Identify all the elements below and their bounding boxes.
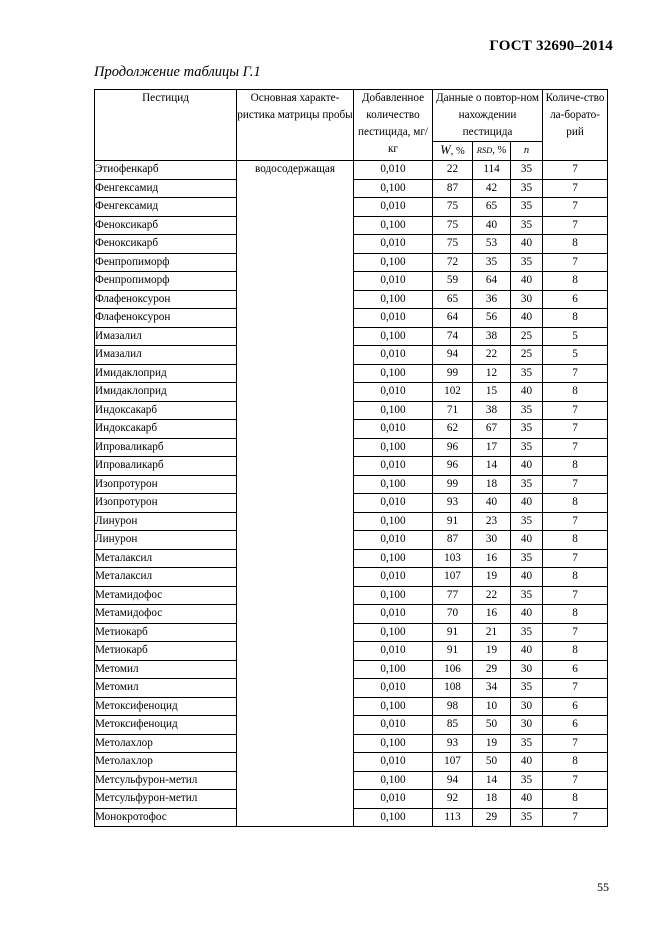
cell-labs: 7: [543, 401, 608, 420]
cell-n: 35: [511, 438, 543, 457]
cell-labs: 8: [543, 605, 608, 624]
cell-n: 40: [511, 383, 543, 402]
cell-n: 35: [511, 679, 543, 698]
cell-w: 113: [433, 808, 473, 827]
cell-n: 35: [511, 808, 543, 827]
cell-w: 64: [433, 309, 473, 328]
cell-pesticide-name: Имидаклоприд: [95, 364, 237, 383]
cell-pesticide-name: Метоксифеноцид: [95, 697, 237, 716]
cell-added-amount: 0,010: [354, 161, 433, 180]
cell-rsd: 38: [473, 401, 511, 420]
cell-rsd: 30: [473, 531, 511, 550]
cell-labs: 7: [543, 198, 608, 217]
cell-rsd: 23: [473, 512, 511, 531]
table-header-row: [95, 90, 608, 142]
col-header-w: [433, 142, 473, 161]
cell-pesticide-name: Феноксикарб: [95, 216, 237, 235]
cell-rsd: 15: [473, 383, 511, 402]
cell-pesticide-name: Флафеноксурон: [95, 290, 237, 309]
cell-labs: 7: [543, 161, 608, 180]
cell-added-amount: 0,010: [354, 642, 433, 661]
cell-w: 62: [433, 420, 473, 439]
cell-n: 25: [511, 346, 543, 365]
cell-added-amount: 0,010: [354, 716, 433, 735]
cell-rsd: 14: [473, 771, 511, 790]
cell-w: 59: [433, 272, 473, 291]
cell-labs: 7: [543, 216, 608, 235]
cell-w: 70: [433, 605, 473, 624]
cell-matrix-characteristic: водосодержащая: [237, 161, 354, 827]
cell-w: 85: [433, 716, 473, 735]
cell-rsd: 10: [473, 697, 511, 716]
cell-rsd: 29: [473, 808, 511, 827]
cell-pesticide-name: Метсульфурон-метил: [95, 790, 237, 809]
cell-rsd: 12: [473, 364, 511, 383]
cell-added-amount: 0,100: [354, 623, 433, 642]
cell-pesticide-name: Фенгексамид: [95, 198, 237, 217]
cell-n: 40: [511, 790, 543, 809]
col-header-matrix: Основная характе-ристика матрицы пробы: [237, 90, 354, 161]
cell-pesticide-name: Линурон: [95, 512, 237, 531]
cell-n: 30: [511, 290, 543, 309]
cell-pesticide-name: Ипроваликарб: [95, 438, 237, 457]
cell-n: 40: [511, 753, 543, 772]
cell-added-amount: 0,100: [354, 290, 433, 309]
cell-rsd: 40: [473, 494, 511, 513]
cell-pesticide-name: Изопротурон: [95, 494, 237, 513]
cell-n: 35: [511, 549, 543, 568]
cell-labs: 7: [543, 734, 608, 753]
cell-w: 72: [433, 253, 473, 272]
cell-n: 35: [511, 364, 543, 383]
cell-added-amount: 0,100: [354, 771, 433, 790]
cell-rsd: 36: [473, 290, 511, 309]
cell-pesticide-name: Фенпропиморф: [95, 253, 237, 272]
cell-w: 93: [433, 494, 473, 513]
col-header-labs: Количе-ство ла-борато-рий: [543, 90, 608, 161]
cell-labs: 8: [543, 457, 608, 476]
cell-added-amount: 0,100: [354, 438, 433, 457]
cell-w: 22: [433, 161, 473, 180]
cell-rsd: 40: [473, 216, 511, 235]
cell-rsd: 114: [473, 161, 511, 180]
cell-added-amount: 0,100: [354, 512, 433, 531]
cell-added-amount: 0,010: [354, 531, 433, 550]
cell-w: 107: [433, 568, 473, 587]
cell-added-amount: 0,010: [354, 420, 433, 439]
cell-labs: 7: [543, 679, 608, 698]
cell-w: 87: [433, 179, 473, 198]
cell-w: 103: [433, 549, 473, 568]
cell-rsd: 64: [473, 272, 511, 291]
cell-labs: 7: [543, 438, 608, 457]
cell-labs: 7: [543, 253, 608, 272]
cell-labs: 8: [543, 309, 608, 328]
cell-pesticide-name: Индоксакарб: [95, 420, 237, 439]
cell-pesticide-name: Флафеноксурон: [95, 309, 237, 328]
cell-n: 35: [511, 198, 543, 217]
cell-rsd: 18: [473, 475, 511, 494]
cell-added-amount: 0,100: [354, 327, 433, 346]
cell-w: 75: [433, 216, 473, 235]
cell-labs: 8: [543, 568, 608, 587]
cell-rsd: 53: [473, 235, 511, 254]
cell-pesticide-name: Имазалил: [95, 327, 237, 346]
cell-added-amount: 0,010: [354, 494, 433, 513]
cell-n: 40: [511, 272, 543, 291]
cell-labs: 7: [543, 586, 608, 605]
cell-labs: 7: [543, 808, 608, 827]
cell-added-amount: 0,010: [354, 309, 433, 328]
cell-pesticide-name: Изопротурон: [95, 475, 237, 494]
cell-n: 30: [511, 660, 543, 679]
cell-rsd: 16: [473, 605, 511, 624]
cell-rsd: 19: [473, 568, 511, 587]
cell-pesticide-name: Метолахлор: [95, 753, 237, 772]
cell-labs: 7: [543, 623, 608, 642]
cell-n: 40: [511, 531, 543, 550]
cell-w: 98: [433, 697, 473, 716]
cell-w: 71: [433, 401, 473, 420]
cell-added-amount: 0,010: [354, 457, 433, 476]
cell-w: 94: [433, 771, 473, 790]
cell-pesticide-name: Метамидофос: [95, 586, 237, 605]
cell-added-amount: 0,100: [354, 549, 433, 568]
rsd-symbol: RSD: [476, 145, 493, 155]
cell-pesticide-name: Индоксакарб: [95, 401, 237, 420]
cell-labs: 8: [543, 790, 608, 809]
cell-n: 25: [511, 327, 543, 346]
table-continuation-caption: Продолжение таблицы Г.1: [94, 64, 261, 80]
cell-added-amount: 0,010: [354, 790, 433, 809]
w-symbol: W: [440, 143, 451, 157]
cell-rsd: 35: [473, 253, 511, 272]
cell-w: 75: [433, 198, 473, 217]
cell-added-amount: 0,100: [354, 364, 433, 383]
cell-labs: 7: [543, 364, 608, 383]
standard-code: ГОСТ 32690–2014: [489, 38, 613, 54]
cell-added-amount: 0,010: [354, 383, 433, 402]
cell-w: 96: [433, 457, 473, 476]
page-number: 55: [597, 880, 609, 894]
cell-rsd: 34: [473, 679, 511, 698]
cell-rsd: 42: [473, 179, 511, 198]
cell-added-amount: 0,100: [354, 253, 433, 272]
n-symbol: n: [523, 145, 530, 156]
cell-labs: 7: [543, 179, 608, 198]
cell-w: 99: [433, 475, 473, 494]
pesticide-table: [94, 89, 608, 827]
cell-pesticide-name: Метолахлор: [95, 734, 237, 753]
cell-rsd: 17: [473, 438, 511, 457]
col-header-added-amount: Добавленное количество пестицида, мг/кг: [354, 90, 433, 161]
cell-added-amount: 0,010: [354, 753, 433, 772]
cell-w: 96: [433, 438, 473, 457]
cell-added-amount: 0,010: [354, 198, 433, 217]
cell-n: 40: [511, 605, 543, 624]
cell-w: 99: [433, 364, 473, 383]
cell-w: 87: [433, 531, 473, 550]
cell-n: 40: [511, 568, 543, 587]
cell-added-amount: 0,010: [354, 605, 433, 624]
cell-rsd: 21: [473, 623, 511, 642]
cell-added-amount: 0,010: [354, 568, 433, 587]
cell-w: 65: [433, 290, 473, 309]
cell-n: 40: [511, 309, 543, 328]
cell-labs: 6: [543, 660, 608, 679]
cell-added-amount: 0,010: [354, 346, 433, 365]
cell-n: 40: [511, 457, 543, 476]
cell-rsd: 65: [473, 198, 511, 217]
cell-n: 35: [511, 420, 543, 439]
cell-labs: 6: [543, 290, 608, 309]
cell-n: 35: [511, 179, 543, 198]
cell-labs: 8: [543, 235, 608, 254]
cell-labs: 8: [543, 494, 608, 513]
cell-w: 107: [433, 753, 473, 772]
cell-added-amount: 0,100: [354, 660, 433, 679]
cell-pesticide-name: Ипроваликарб: [95, 457, 237, 476]
cell-labs: 6: [543, 716, 608, 735]
cell-pesticide-name: Метомил: [95, 660, 237, 679]
cell-w: 94: [433, 346, 473, 365]
cell-pesticide-name: Метиокарб: [95, 642, 237, 661]
cell-added-amount: 0,100: [354, 401, 433, 420]
cell-pesticide-name: Метомил: [95, 679, 237, 698]
cell-rsd: 50: [473, 716, 511, 735]
cell-labs: 5: [543, 327, 608, 346]
cell-rsd: 67: [473, 420, 511, 439]
cell-n: 35: [511, 512, 543, 531]
cell-pesticide-name: Метиокарб: [95, 623, 237, 642]
cell-labs: 7: [543, 420, 608, 439]
cell-n: 35: [511, 161, 543, 180]
col-header-rsd: [473, 142, 511, 161]
cell-w: 93: [433, 734, 473, 753]
w-unit: , %: [450, 146, 465, 157]
cell-labs: 7: [543, 549, 608, 568]
cell-labs: 8: [543, 383, 608, 402]
cell-pesticide-name: Феноксикарб: [95, 235, 237, 254]
cell-w: 92: [433, 790, 473, 809]
cell-pesticide-name: Имидаклоприд: [95, 383, 237, 402]
col-header-recovery-group: Данные о повтор-ном нахождении пестицида: [433, 90, 543, 142]
cell-w: 91: [433, 642, 473, 661]
cell-labs: 7: [543, 512, 608, 531]
cell-rsd: 18: [473, 790, 511, 809]
cell-added-amount: 0,010: [354, 272, 433, 291]
cell-n: 30: [511, 716, 543, 735]
cell-pesticide-name: Металаксил: [95, 568, 237, 587]
cell-n: 30: [511, 697, 543, 716]
cell-pesticide-name: Метсульфурон-метил: [95, 771, 237, 790]
cell-rsd: 19: [473, 642, 511, 661]
cell-rsd: 29: [473, 660, 511, 679]
cell-added-amount: 0,100: [354, 734, 433, 753]
rsd-unit: , %: [492, 145, 507, 156]
cell-labs: 8: [543, 753, 608, 772]
cell-n: 40: [511, 494, 543, 513]
cell-n: 35: [511, 475, 543, 494]
cell-n: 35: [511, 771, 543, 790]
table-row: [95, 161, 608, 180]
col-header-n: [511, 142, 543, 161]
col-header-pesticide: Пестицид: [95, 90, 237, 161]
cell-pesticide-name: Линурон: [95, 531, 237, 550]
cell-w: 102: [433, 383, 473, 402]
cell-labs: 7: [543, 771, 608, 790]
cell-pesticide-name: Фенпропиморф: [95, 272, 237, 291]
cell-rsd: 56: [473, 309, 511, 328]
cell-labs: 7: [543, 475, 608, 494]
cell-w: 77: [433, 586, 473, 605]
cell-labs: 8: [543, 642, 608, 661]
cell-rsd: 14: [473, 457, 511, 476]
cell-n: 40: [511, 235, 543, 254]
cell-n: 35: [511, 623, 543, 642]
cell-rsd: 50: [473, 753, 511, 772]
cell-w: 75: [433, 235, 473, 254]
cell-rsd: 38: [473, 327, 511, 346]
cell-pesticide-name: Фенгексамид: [95, 179, 237, 198]
cell-rsd: 19: [473, 734, 511, 753]
cell-rsd: 22: [473, 346, 511, 365]
cell-added-amount: 0,100: [354, 808, 433, 827]
cell-n: 35: [511, 586, 543, 605]
cell-w: 74: [433, 327, 473, 346]
cell-n: 35: [511, 734, 543, 753]
cell-w: 91: [433, 512, 473, 531]
cell-labs: 6: [543, 697, 608, 716]
cell-rsd: 16: [473, 549, 511, 568]
cell-labs: 5: [543, 346, 608, 365]
cell-labs: 8: [543, 272, 608, 291]
cell-w: 106: [433, 660, 473, 679]
cell-added-amount: 0,100: [354, 586, 433, 605]
cell-added-amount: 0,100: [354, 697, 433, 716]
cell-added-amount: 0,100: [354, 179, 433, 198]
cell-pesticide-name: Метоксифеноцид: [95, 716, 237, 735]
cell-labs: 8: [543, 531, 608, 550]
cell-w: 108: [433, 679, 473, 698]
cell-pesticide-name: Металаксил: [95, 549, 237, 568]
cell-n: 35: [511, 253, 543, 272]
cell-n: 35: [511, 216, 543, 235]
cell-w: 91: [433, 623, 473, 642]
cell-added-amount: 0,010: [354, 679, 433, 698]
cell-pesticide-name: Метамидофос: [95, 605, 237, 624]
cell-added-amount: 0,010: [354, 235, 433, 254]
cell-n: 40: [511, 642, 543, 661]
cell-n: 35: [511, 401, 543, 420]
cell-pesticide-name: Монокротофос: [95, 808, 237, 827]
cell-pesticide-name: Этиофенкарб: [95, 161, 237, 180]
cell-pesticide-name: Имазалил: [95, 346, 237, 365]
cell-rsd: 22: [473, 586, 511, 605]
cell-added-amount: 0,100: [354, 216, 433, 235]
cell-added-amount: 0,100: [354, 475, 433, 494]
